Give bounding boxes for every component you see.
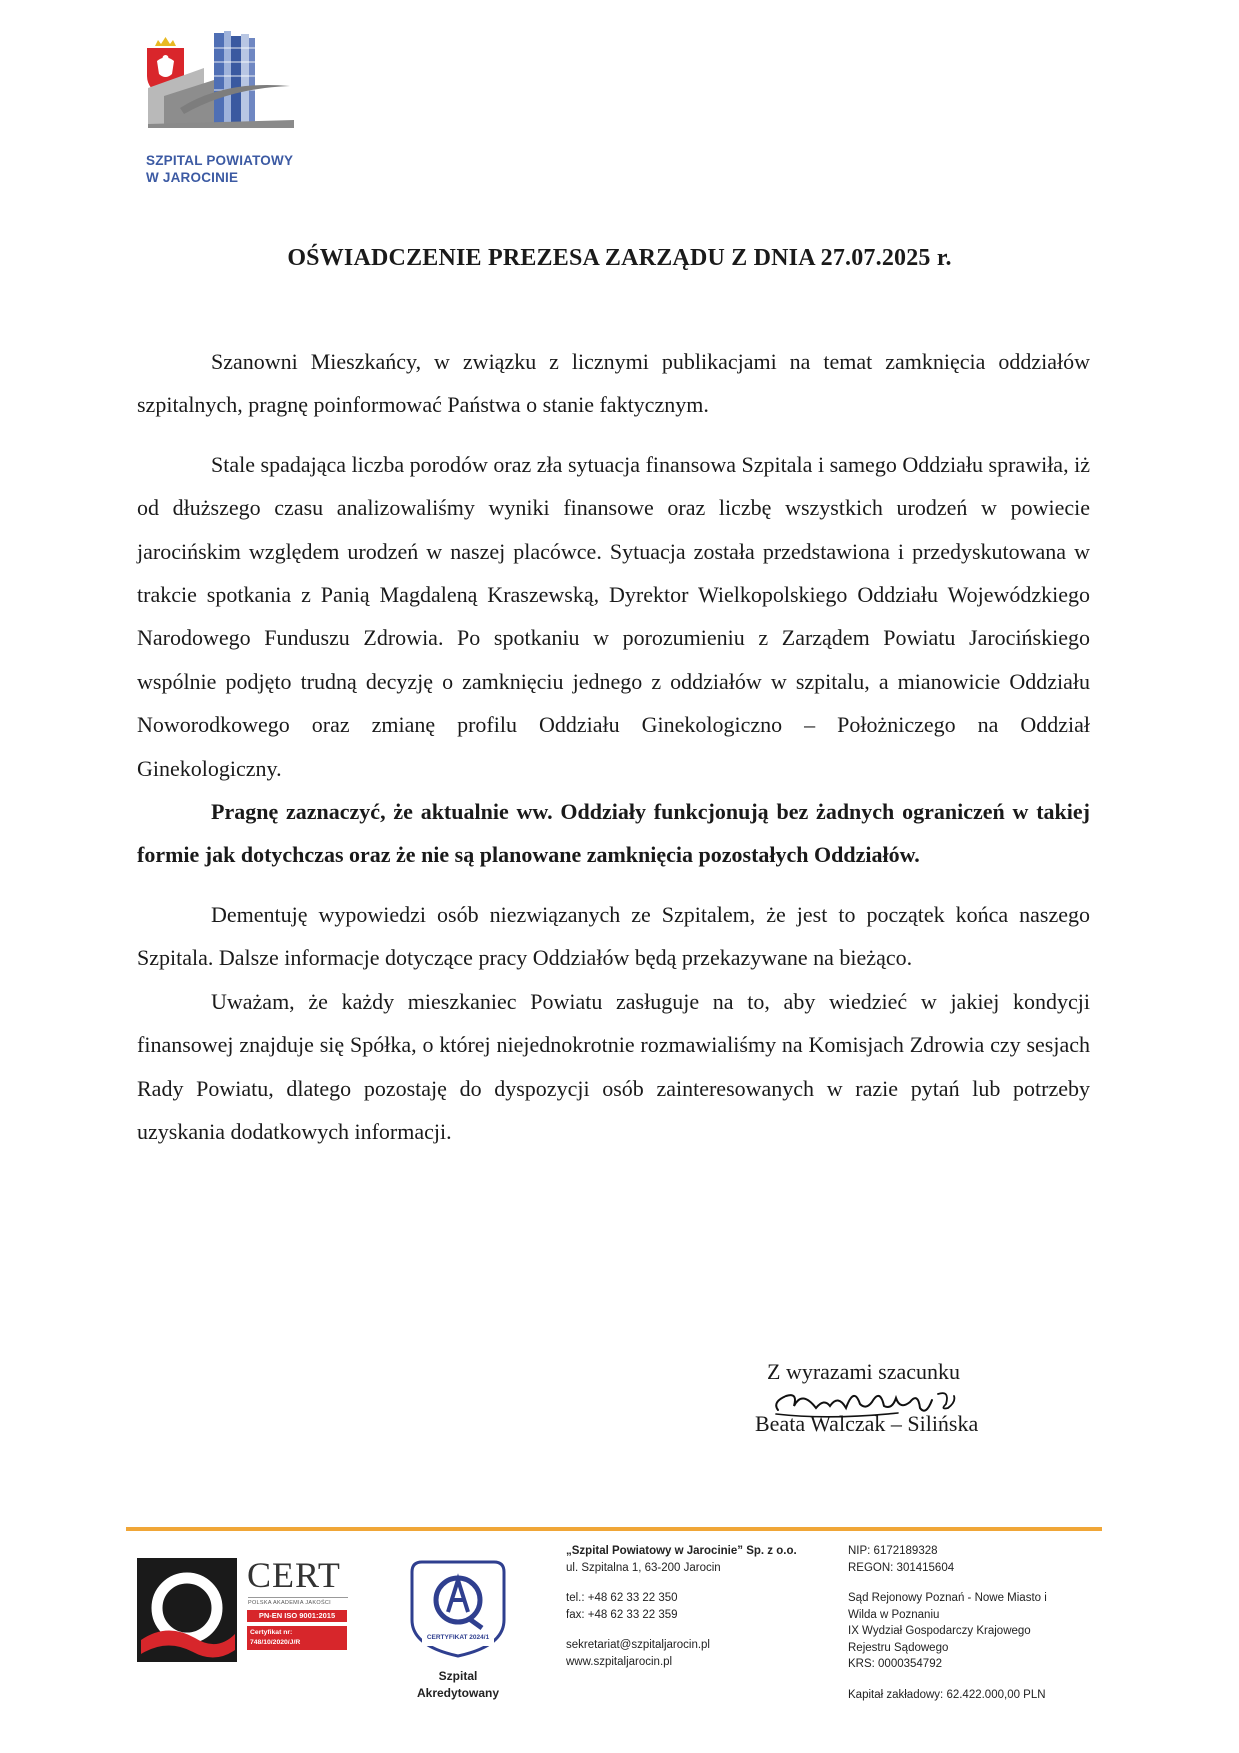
logo-text-line1: SZPITAL POWIATOWY xyxy=(146,153,294,168)
court-line1: Sąd Rejonowy Poznań - Nowe Miasto i xyxy=(848,1592,1047,1604)
hospital-logo xyxy=(144,28,324,193)
court-line4: Rejestru Sądowego xyxy=(848,1641,949,1654)
hospital-name xyxy=(146,152,293,186)
accreditation-line2: Akredytowany xyxy=(416,1686,500,1700)
statement-title: OŚWIADCZENIE PREZESA ZARZĄDU Z DNIA 27.07.2025 r. xyxy=(287,245,952,271)
logo-text-line2: W JAROCINIE xyxy=(146,170,239,185)
accreditation-line1: Szpital xyxy=(438,1669,478,1683)
regon: REGON: 301415604 xyxy=(848,1561,955,1574)
cert-number xyxy=(247,1626,347,1650)
cert-logo xyxy=(137,1555,352,1662)
accreditation-badge xyxy=(408,1558,508,1700)
paragraph-5: Uważam, że każdy mieszkaniec Powiatu zasługuje na to, aby wiedzieć w jakiej kondycji finansowej znajduje się Spółka, o której niejednokrotnie rozmawialiśmy na Komisjach Zdrowia czy sesjach Rady Powiatu, dlatego pozostaję do dyspozycji osób zainteresowanych w razie pytań lub potrzeby uzyskania dodatkowych informacji. xyxy=(137,988,1090,1144)
cert-number-label: Certyfikat nr: xyxy=(250,1629,293,1636)
accreditation-label xyxy=(398,1668,518,1702)
hospital-building-icon xyxy=(144,28,324,150)
company-tel: tel.: +48 62 33 22 350 xyxy=(566,1592,678,1604)
company-contact xyxy=(566,1543,797,1670)
company-email: sekretariat@szpitaljarocin.pl xyxy=(566,1639,710,1651)
cert-q-icon xyxy=(137,1558,237,1662)
nip: NIP: 6172189328 xyxy=(848,1545,938,1557)
accreditation-q-icon xyxy=(408,1558,508,1658)
signatory-name: Beata Walczak – Silińska xyxy=(755,1411,979,1436)
paragraph-4: Dementuję wypowiedzi osób niezwiązanych ze Szpitalem, że jest to początek końca naszego Szpitala. Dalsze informacje dotyczące pracy Oddziałów będą przekazywane na bieżąco. xyxy=(137,901,1090,971)
footer-divider xyxy=(126,1527,1102,1531)
krs: KRS: 0000354792 xyxy=(848,1658,942,1670)
company-fax: fax: +48 62 33 22 359 xyxy=(566,1608,678,1621)
accreditation-cert-text: CERTYFIKAT 2024/1 xyxy=(426,1634,490,1641)
company-website: www.szpitaljarocin.pl xyxy=(566,1655,673,1668)
share-capital: Kapitał zakładowy: 62.422.000,00 PLN xyxy=(848,1688,1046,1701)
paragraph-1: Szanowni Mieszkańcy, w związku z licznymi publikacjami na temat zamknięcia oddziałów szpitalnych, pragnę poinformować Państwa o stanie faktycznym. xyxy=(137,349,1090,418)
cert-word: CERT xyxy=(247,1555,341,1595)
paragraph-2: Stale spadająca liczba porodów oraz zła sytuacja finansowa Szpitala i samego Oddziału sprawiła, iż od dłuższego czasu analizowaliśmy wyniki finansowe oraz liczbę wszystkich urodzeń w powiecie jarocińskim względem urodzeń w naszej placówce. Sytuacja została przedstawiona i przedyskutowana w trakcie spotkania z Panią Magdaleną Kraszewską, Dyrektor Wielkopolskiego Oddziału Wojewódzkiego Narodowego Funduszu Zdrowia. Po spotkaniu w porozumieniu z Zarządem Powiatu Jarocińskiego wspólnie podjęto trudną decyzję o zamknięciu jednego z oddziałów w szpitalu, a mianowicie Oddziału Noworodkowego oraz zmianę profilu Oddziału Ginekologiczno – Położniczego na Oddział Ginekologiczny. xyxy=(137,451,1090,781)
company-name: „Szpital Powiatowy w Jarocinie” Sp. z o.o. xyxy=(566,1545,797,1557)
court-line2: Wilda w Poznaniu xyxy=(848,1608,940,1621)
cert-subtitle: POLSKA AKADEMIA JAKOŚCI xyxy=(248,1597,348,1606)
paragraph-3-emphasis: Pragnę zaznaczyć, że aktualnie ww. Oddziały funkcjonują bez żadnych ograniczeń w takiej formie jak dotychczas oraz że nie są planowane zamknięcia pozostałych Oddziałów. xyxy=(137,799,1090,868)
company-registry xyxy=(848,1543,1047,1703)
cert-number-value: 748/10/2020/J/R xyxy=(250,1639,301,1646)
handwritten-signature xyxy=(768,1380,1008,1430)
closing-greeting: Z wyrazami szacunku xyxy=(767,1359,961,1384)
company-address: ul. Szpitalna 1, 63-200 Jarocin xyxy=(566,1561,721,1574)
statement-body xyxy=(137,340,1090,1153)
court-line3: IX Wydział Gospodarczy Krajowego xyxy=(848,1625,1031,1637)
cert-iso-badge: PN-EN ISO 9001:2015 xyxy=(247,1610,347,1622)
